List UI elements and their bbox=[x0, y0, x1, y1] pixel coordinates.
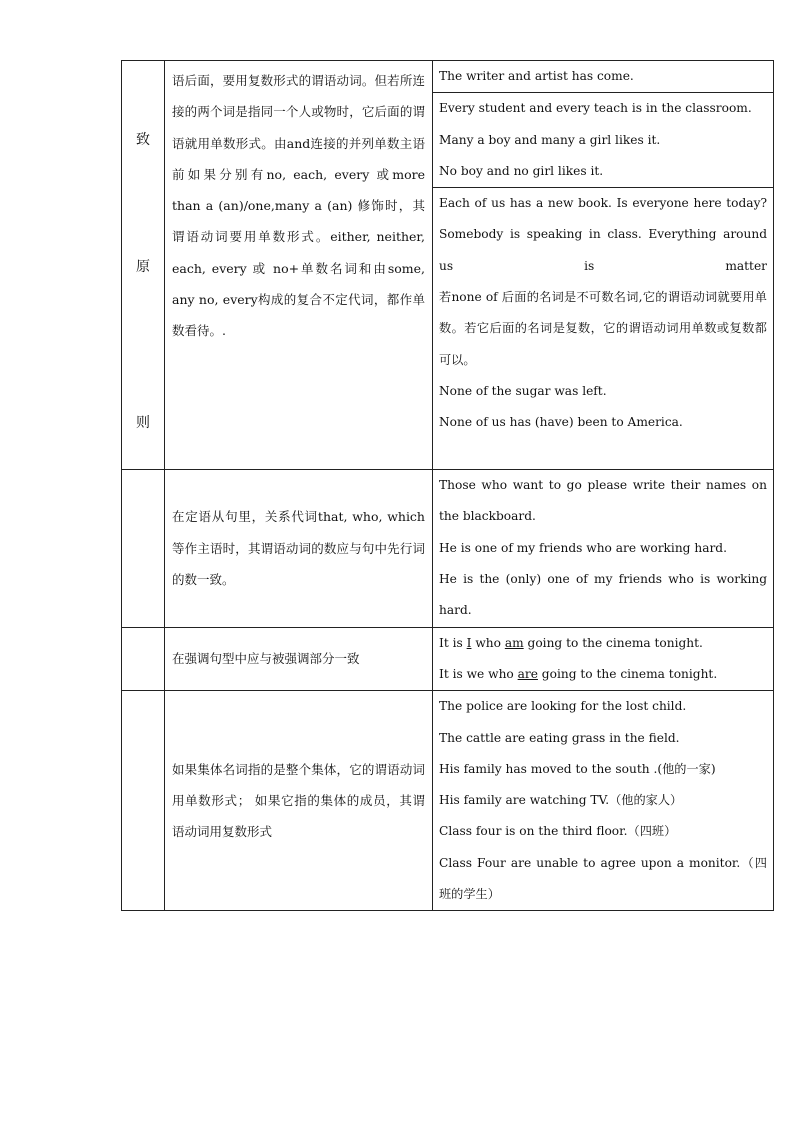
example-sentence: Those who want to go please write their names on the blackboard. bbox=[439, 478, 767, 524]
example-sentence: His family has moved to the south .(他的一家) bbox=[439, 761, 716, 776]
side-char: 则 bbox=[136, 415, 150, 431]
rule-cell: 在强调句型中应与被强调部分一致 bbox=[165, 627, 433, 691]
side-char: 原 bbox=[136, 259, 150, 275]
empty-side-cell bbox=[122, 627, 165, 691]
example-sentence: Somebody is speaking in class. Everything around us is matter bbox=[439, 227, 767, 273]
grammar-table bbox=[121, 60, 774, 911]
example-cell bbox=[433, 691, 774, 911]
empty-side-cell bbox=[122, 470, 165, 627]
example-sentence: No boy and no girl likes it. bbox=[439, 163, 604, 178]
example-sentence: He is the (only) one of my friends who is working hard. bbox=[439, 572, 767, 618]
example-sentence: None of the sugar was left. bbox=[439, 383, 607, 398]
example-sentence: His family are watching TV.（他的家人） bbox=[439, 793, 683, 808]
example-sentence: The writer and artist has come. bbox=[439, 69, 634, 83]
side-label-cell bbox=[122, 61, 165, 470]
example-sentence: Each of us has a new book. Is everyone here today? bbox=[439, 196, 767, 211]
example-cell bbox=[433, 61, 774, 93]
example-cell bbox=[433, 188, 774, 470]
example-sentence: Every student and every teach is in the classroom. bbox=[439, 101, 752, 116]
example-note: 若none of 后面的名词是不可数名词,它的谓语动词就要用单数。若它后面的名词是复数，它的谓语动词用单数或复数都可以。 bbox=[439, 290, 767, 367]
example-sentence: Class four is on the third floor.（四班） bbox=[439, 824, 677, 839]
example-sentence: None of us has (have) been to America. bbox=[439, 415, 683, 430]
rule-cell: 如果集体名词指的是整个集体，它的谓语动词用单数形式； 如果它指的集体的成员，其谓语动词用复数形式 bbox=[165, 691, 433, 911]
empty-side-cell bbox=[122, 691, 165, 911]
example-sentence: The police are looking for the lost child. bbox=[439, 699, 687, 714]
rule-cell: 在定语从句里，关系代词that, who, which等作主语时，其谓语动词的数应与句中先行词的数一致。 bbox=[165, 470, 433, 627]
example-sentence: The cattle are eating grass in the field. bbox=[439, 730, 680, 745]
rule-cell: 语后面，要用复数形式的谓语动词。但若所连接的两个词是指同一个人或物时，它后面的谓语就用单数形式。由and连接的并列单数主语前如果分别有no, each, every 或more than a (an)/one,many a (an) 修饰时，其谓语动词要用单数形式。either, neither, each, every 或 no+单数名词和由some, any no, every构成的复合不定代词，都作单数看待。. bbox=[165, 61, 433, 470]
example-cell bbox=[433, 470, 774, 627]
example-cell bbox=[433, 627, 774, 691]
example-cell bbox=[433, 93, 774, 188]
example-sentence: Many a boy and many a girl likes it. bbox=[439, 132, 661, 147]
example-sentence: It is I who am going to the cinema tonight. bbox=[439, 635, 703, 650]
side-char: 致 bbox=[136, 132, 150, 148]
example-sentence: He is one of my friends who are working hard. bbox=[439, 540, 727, 555]
example-sentence: Class Four are unable to agree upon a monitor.（四班的学生） bbox=[439, 855, 767, 902]
example-sentence: It is we who are going to the cinema tonight. bbox=[439, 666, 718, 681]
